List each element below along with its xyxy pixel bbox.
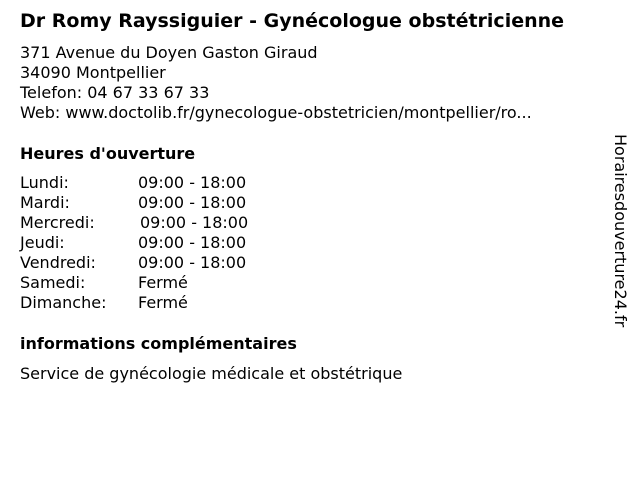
hours-row xyxy=(20,273,320,293)
city-address: 34090 Montpellier xyxy=(20,63,166,82)
hours-day: Jeudi: xyxy=(20,233,65,252)
hours-time: 09:00 - 18:00 xyxy=(138,253,247,272)
additional-info-text: Service de gynécologie médicale et obstétrique xyxy=(20,364,403,383)
hours-time: 09:00 - 18:00 xyxy=(138,233,247,252)
hours-time: Fermé xyxy=(138,293,188,312)
address-block xyxy=(20,43,532,123)
hours-day: Vendredi: xyxy=(20,253,96,272)
hours-row xyxy=(20,293,320,313)
opening-hours-heading: Heures d'ouverture xyxy=(20,144,196,163)
page-title: Dr Romy Rayssiguier - Gynécologue obstétricienne xyxy=(20,10,565,32)
opening-hours-list xyxy=(20,173,320,313)
hours-day: Lundi: xyxy=(20,173,69,192)
hours-row xyxy=(20,253,320,273)
hours-time: Fermé xyxy=(138,273,188,292)
phone-number: Telefon: 04 67 33 67 33 xyxy=(20,83,210,102)
hours-row xyxy=(20,213,320,233)
site-watermark: Horairesdouverture24.fr xyxy=(611,134,630,328)
website-link[interactable]: Web: www.doctolib.fr/gynecologue-obstetricien/montpellier/ro... xyxy=(20,103,532,122)
hours-time: 09:00 - 18:00 xyxy=(138,173,247,192)
hours-time: 09:00 - 18:00 xyxy=(138,193,247,212)
hours-day: Mercredi: xyxy=(20,213,95,232)
hours-row xyxy=(20,173,320,193)
hours-time: 09:00 - 18:00 xyxy=(140,213,249,232)
additional-info-heading: informations complémentaires xyxy=(20,334,297,353)
hours-day: Samedi: xyxy=(20,273,86,292)
hours-day: Dimanche: xyxy=(20,293,107,312)
hours-row xyxy=(20,233,320,253)
hours-row xyxy=(20,193,320,213)
hours-day: Mardi: xyxy=(20,193,70,212)
street-address: 371 Avenue du Doyen Gaston Giraud xyxy=(20,43,318,62)
